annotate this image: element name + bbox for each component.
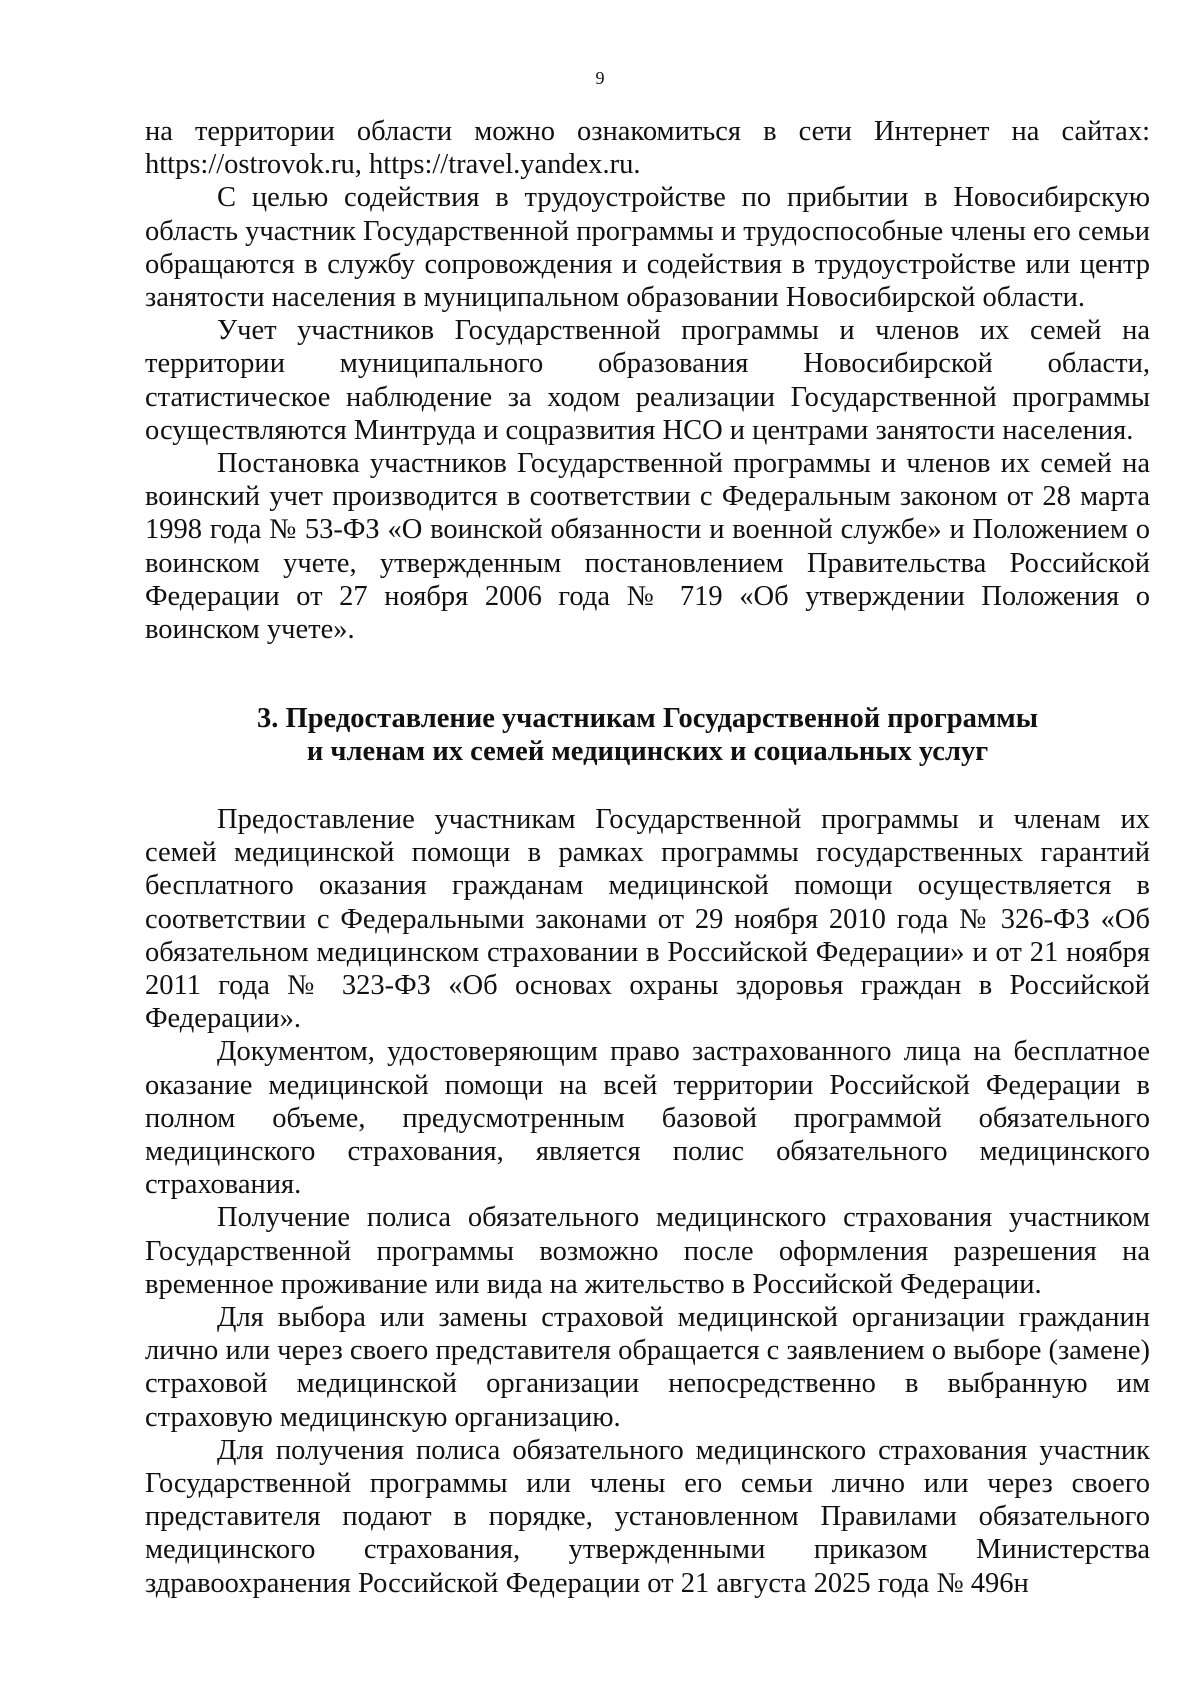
paragraph: Документом, удостоверяющим право застрахованного лица на бесплатное оказание медицинской помощи на всей территории Российской Федерации в полном объеме, предусмотренным базовой программой обязательного медицинского страхования, является полис обязательного медицинского страхования. [145,1036,1150,1201]
paragraph: Для выбора или замены страховой медицинской организации гражданин лично или через своего представителя обращается с заявлением о выборе (замене) страховой медицинской организации непосредственно в выбранную им страховую медицинскую организацию. [145,1302,1150,1433]
page-number: 9 [595,68,605,88]
paragraph: Получение полиса обязательного медицинского страхования участником Государственной программы возможно после оформления разрешения на временное проживание или вида на жительство в Российской Федерации. [145,1202,1150,1300]
body-text-bottom [145,803,1150,1600]
section-heading-line: 3. Предоставление участникам Государственной программы [257,703,1038,734]
section-heading-line: и членам их семей медицинских и социальных услуг [306,736,989,768]
section-heading [145,702,1150,768]
body-text-top [145,115,1150,646]
paragraph: Постановка участников Государственной программы и членов их семей на воинский учет производится в соответствии с Федеральным законом от 28 марта 1998 года № 53-ФЗ «О воинской обязанности и военной службе» и Положением о воинском учете, утвержденным постановлением Правительства Российской Федерации от 27 ноября 2006 года № 719 «Об утверждении Положения о воинском учете». [145,448,1150,646]
paragraph: С целью содействия в трудоустройстве по прибытии в Новосибирскую область участник Государственной программы и трудоспособные члены его семьи обращаются в службу сопровождения и содействия в трудоустройстве или центр занятости населения в муниципальном образовании Новосибирской области. [145,182,1150,314]
paragraph: Предоставление участникам Государственной программы и членам их семей медицинской помощи в рамках программы государственных гарантий бесплатного оказания гражданам медицинской помощи осуществляется в соответствии с Федеральными законами от 29 ноября 2010 года № 326-ФЗ «Об обязательном медицинском страховании в Российской Федерации» и от 21 ноября 2011 года № 323-ФЗ «Об основах охраны здоровья граждан в Российской Федерации». [145,804,1150,1035]
paragraph: на территории области можно ознакомиться в сети Интернет на сайтах: https://ostrovok.ru, https://travel.yandex.ru. [145,116,1150,181]
paragraph: Учет участников Государственной программы и членов их семей на территории муниципального образования Новосибирской области, статистическое наблюдение за ходом реализации Государственной программы осуществляются Минтруда и соцразвития НСО и центрами занятости населения. [145,315,1150,446]
paragraph: Для получения полиса обязательного медицинского страхования участник Государственной программы или члены его семьи лично или через своего представителя подают в порядке, установленном Правилами обязательного медицинского страхования, утвержденными приказом Министерства здравоохранения Российской Федерации от 21 августа 2025 года № 496н [145,1434,1150,1599]
